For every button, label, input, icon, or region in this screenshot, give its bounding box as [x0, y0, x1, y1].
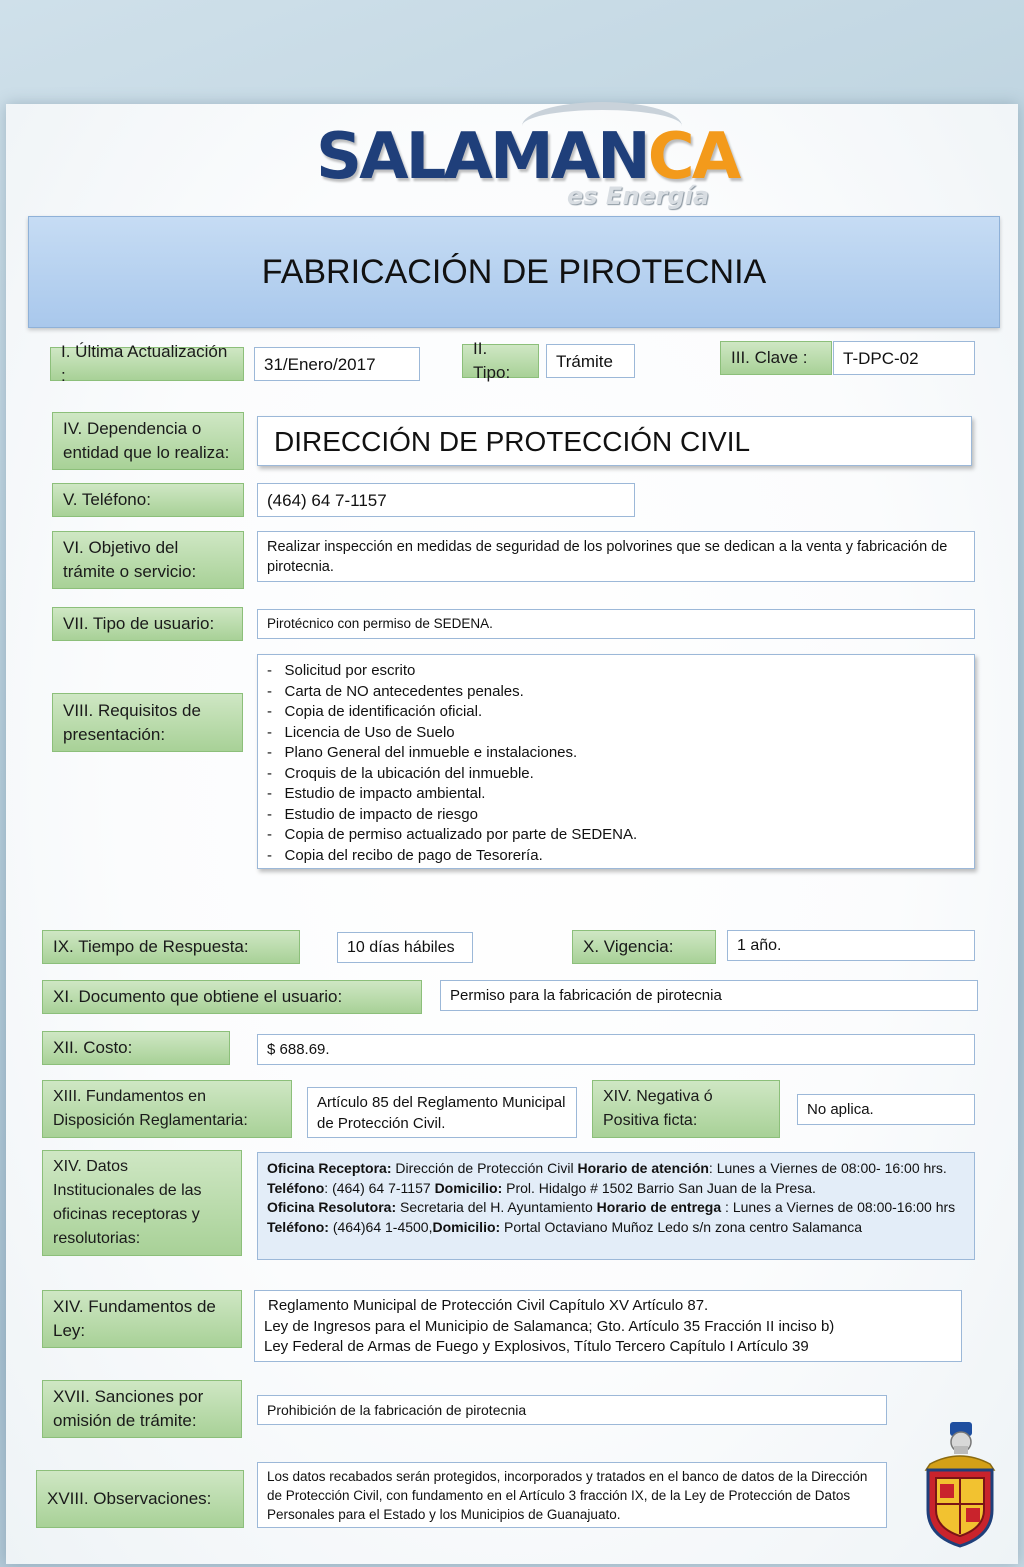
datos-institucionales-text: Oficina Receptora: Dirección de Protección Civil Horario de atención: Lunes a Viernes de 08:00- 16:00 hrs. Teléfono: (464) 64 7-1157 Domicilio: Prol. Hidalgo # 1502 Barrio San Juan de la Presa. Oficina Resolutora: Secretaria del H. Ayuntamiento Horario de entrega : Lunes a Viernes de 08:00-16:00 hrs Teléfono: (464)64 1-4500,Domicilio: Portal Octaviano Muñoz Ledo s/n zona centro Salamanca: [267, 1160, 956, 1235]
municipal-coat-of-arms-icon: [918, 1418, 1002, 1550]
value-vigencia: 1 año.: [727, 930, 975, 961]
list-item: - Licencia de Uso de Suelo: [267, 723, 637, 744]
label-tipo: II. Tipo:: [462, 344, 539, 378]
requisitos-list: [267, 661, 637, 866]
datos-institucionales-box: [257, 1152, 975, 1260]
list-item: - Copia de identificación oficial.: [267, 702, 637, 723]
label-observaciones: XVIII. Observaciones:: [36, 1470, 244, 1528]
list-item: - Plano General del inmueble e instalaciones.: [267, 743, 637, 764]
label-telefono: V. Teléfono:: [52, 483, 244, 517]
list-item: - Copia del recibo de pago de Tesorería.: [267, 846, 637, 867]
page-title: FABRICACIÓN DE PIROTECNIA: [261, 252, 767, 291]
value-documento: Permiso para la fabricación de pirotecnia: [440, 980, 978, 1011]
list-item: - Croquis de la ubicación del inmueble.: [267, 764, 637, 785]
fundamentos-ley-box: [254, 1290, 962, 1362]
label-datos-institucionales: XIV. Datos Institucionales de las oficinas receptoras y resolutorias:: [42, 1150, 242, 1256]
value-tipo: Trámite: [546, 344, 635, 378]
value-fundamentos-disposicion: Artículo 85 del Reglamento Municipal de Protección Civil.: [307, 1087, 577, 1138]
label-vigencia: X. Vigencia:: [572, 930, 716, 964]
label-costo: XII. Costo:: [42, 1031, 230, 1065]
label-fundamentos-disposicion: XIII. Fundamentos en Disposición Reglamentaria:: [42, 1080, 292, 1138]
label-dependencia: IV. Dependencia o entidad que lo realiza:: [52, 412, 244, 470]
label-clave: III. Clave :: [720, 341, 832, 375]
label-negativa-positiva: XIV. Negativa ó Positiva ficta:: [592, 1080, 780, 1138]
value-sanciones: Prohibición de la fabricación de pirotecnia: [257, 1395, 887, 1425]
list-item: - Solicitud por escrito: [267, 661, 637, 682]
value-clave: T-DPC-02: [833, 341, 975, 375]
list-item: - Estudio de impacto de riesgo: [267, 805, 637, 826]
list-item: - Estudio de impacto ambiental.: [267, 784, 637, 805]
value-objetivo: Realizar inspección en medidas de seguridad de los polvorines que se dedican a la venta y fabricación de pirotecnia.: [257, 531, 975, 582]
label-tipo-usuario: VII. Tipo de usuario:: [52, 607, 243, 641]
value-costo: $ 688.69.: [257, 1034, 975, 1065]
value-observaciones: Los datos recabados serán protegidos, incorporados y tratados en el banco de datos de la Dirección de Protección Civil, con fundamento en el Artículo 3 fracción IX, de la Ley de Protección de Datos Personales para el Estado y los Municipios de Guanajuato.: [257, 1462, 887, 1528]
label-documento: XI. Documento que obtiene el usuario:: [42, 980, 422, 1014]
title-banner: [28, 216, 1000, 328]
value-tiempo-respuesta: 10 días hábiles: [337, 932, 473, 963]
logo-tagline: es Energía: [567, 182, 710, 210]
label-tiempo-respuesta: IX. Tiempo de Respuesta:: [42, 930, 300, 964]
label-sanciones: XVII. Sanciones por omisión de trámite:: [42, 1380, 242, 1438]
fundamentos-ley-line: Ley de Ingresos para el Municipio de Salamanca; Gto. Artículo 35 Fracción II inciso b): [264, 1317, 835, 1335]
value-telefono: (464) 64 7-1157: [257, 483, 635, 517]
fundamentos-ley-line: Reglamento Municipal de Protección Civil Capítulo XV Artículo 87.: [268, 1297, 709, 1314]
label-ultima-actualizacion: I. Última Actualización :: [50, 347, 244, 381]
logo-wordmark: SALAMANCA: [316, 120, 739, 194]
label-requisitos: VIII. Requisitos de presentación:: [52, 693, 243, 752]
requisitos-box: [257, 654, 975, 869]
label-fundamentos-ley: XIV. Fundamentos de Ley:: [42, 1290, 242, 1348]
label-objetivo: VI. Objetivo del trámite o servicio:: [52, 531, 244, 589]
salamanca-logo: [312, 112, 739, 216]
value-dependencia: DIRECCIÓN DE PROTECCIÓN CIVIL: [257, 416, 972, 466]
list-item: - Carta de NO antecedentes penales.: [267, 682, 637, 703]
list-item: - Copia de permiso actualizado por parte de SEDENA.: [267, 825, 637, 846]
value-negativa-positiva: No aplica.: [797, 1094, 975, 1125]
value-ultima-actualizacion: 31/Enero/2017: [254, 347, 420, 381]
fundamentos-ley-line: Ley Federal de Armas de Fuego y Explosivos, Título Tercero Capítulo I Artículo 39: [264, 1338, 809, 1355]
value-tipo-usuario: Pirotécnico con permiso de SEDENA.: [257, 609, 975, 639]
